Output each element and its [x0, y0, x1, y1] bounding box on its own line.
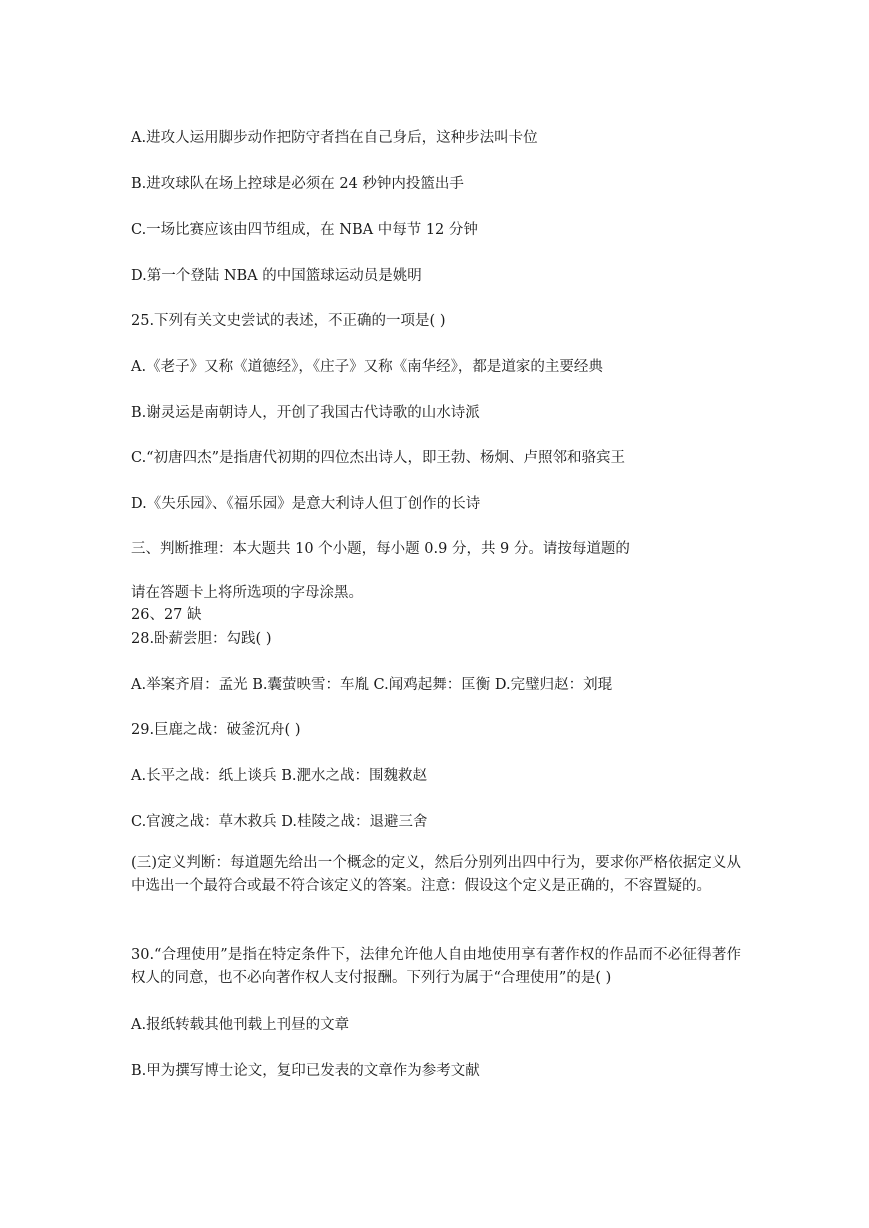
options-q28: A.举案齐眉：孟光 B.囊萤映雪：车胤 C.闻鸡起舞：匡衡 D.完璧归赵：刘琨 — [131, 677, 613, 693]
question-29: 29.巨鹿之战：破釜沉舟( ) — [131, 722, 301, 738]
option-a-q24: A.进攻人运用脚步动作把防守者挡在自己身后，这种步法叫卡位 — [131, 130, 538, 146]
section-instruction: 请在答题卡上将所选项的字母涂黑。 — [131, 585, 363, 601]
question-25: 25.下列有关文史尝试的表述，不正确的一项是( ) — [131, 313, 446, 329]
option-c-q24: C.一场比赛应该由四节组成，在 NBA 中每节 12 分钟 — [131, 222, 478, 238]
definition-judgment-intro: (三)定义判断：每道题先给出一个概念的定义，然后分别列出四中行为，要求你严格依据定义从中选出一个最符合或最不符合该定义的答案。注意：假设这个定义是正确的，不容置疑的。 — [131, 855, 741, 894]
option-c-q25: C.“初唐四杰”是指唐代初期的四位杰出诗人，即王勃、杨炯、卢照邻和骆宾王 — [131, 450, 626, 466]
options-ab-q29: A.长平之战：纸上谈兵 B.淝水之战：围魏救赵 — [131, 768, 427, 784]
option-b-q30: B.甲为撰写博士论文，复印已发表的文章作为参考文献 — [131, 1063, 480, 1079]
option-b-q25: B.谢灵运是南朝诗人，开创了我国古代诗歌的山水诗派 — [131, 405, 480, 421]
option-a-q25: A.《老子》又称《道德经》，《庄子》又称《南华经》，都是道家的主要经典 — [131, 359, 603, 375]
option-d-q24: D.第一个登陆 NBA 的中国篮球运动员是姚明 — [131, 268, 422, 284]
section-heading-judgment: 三、判断推理：本大题共 10 个小题，每小题 0.9 分，共 9 分。请按每道题的 — [131, 541, 630, 557]
option-b-q24: B.进攻球队在场上控球是必须在 24 秒钟内投篮出手 — [131, 176, 464, 192]
question-30: 30.“合理使用”是指在特定条件下，法律允许他人自由地使用享有著作权的作品而不必征得著作权人的同意，也不必向著作权人支付报酬。下列行为属于“合理使用”的是( ) — [131, 947, 741, 986]
options-cd-q29: C.官渡之战：草木救兵 D.桂陵之战：退避三舍 — [131, 814, 428, 830]
option-a-q30: A.报纸转载其他刊载上刊昼的文章 — [131, 1017, 350, 1033]
question-28: 28.卧薪尝胆：勾践( ) — [131, 631, 272, 647]
option-d-q25: D.《失乐园》、《福乐园》是意大利诗人但丁创作的长诗 — [131, 496, 481, 512]
missing-questions-note: 26、27 缺 — [131, 607, 202, 623]
